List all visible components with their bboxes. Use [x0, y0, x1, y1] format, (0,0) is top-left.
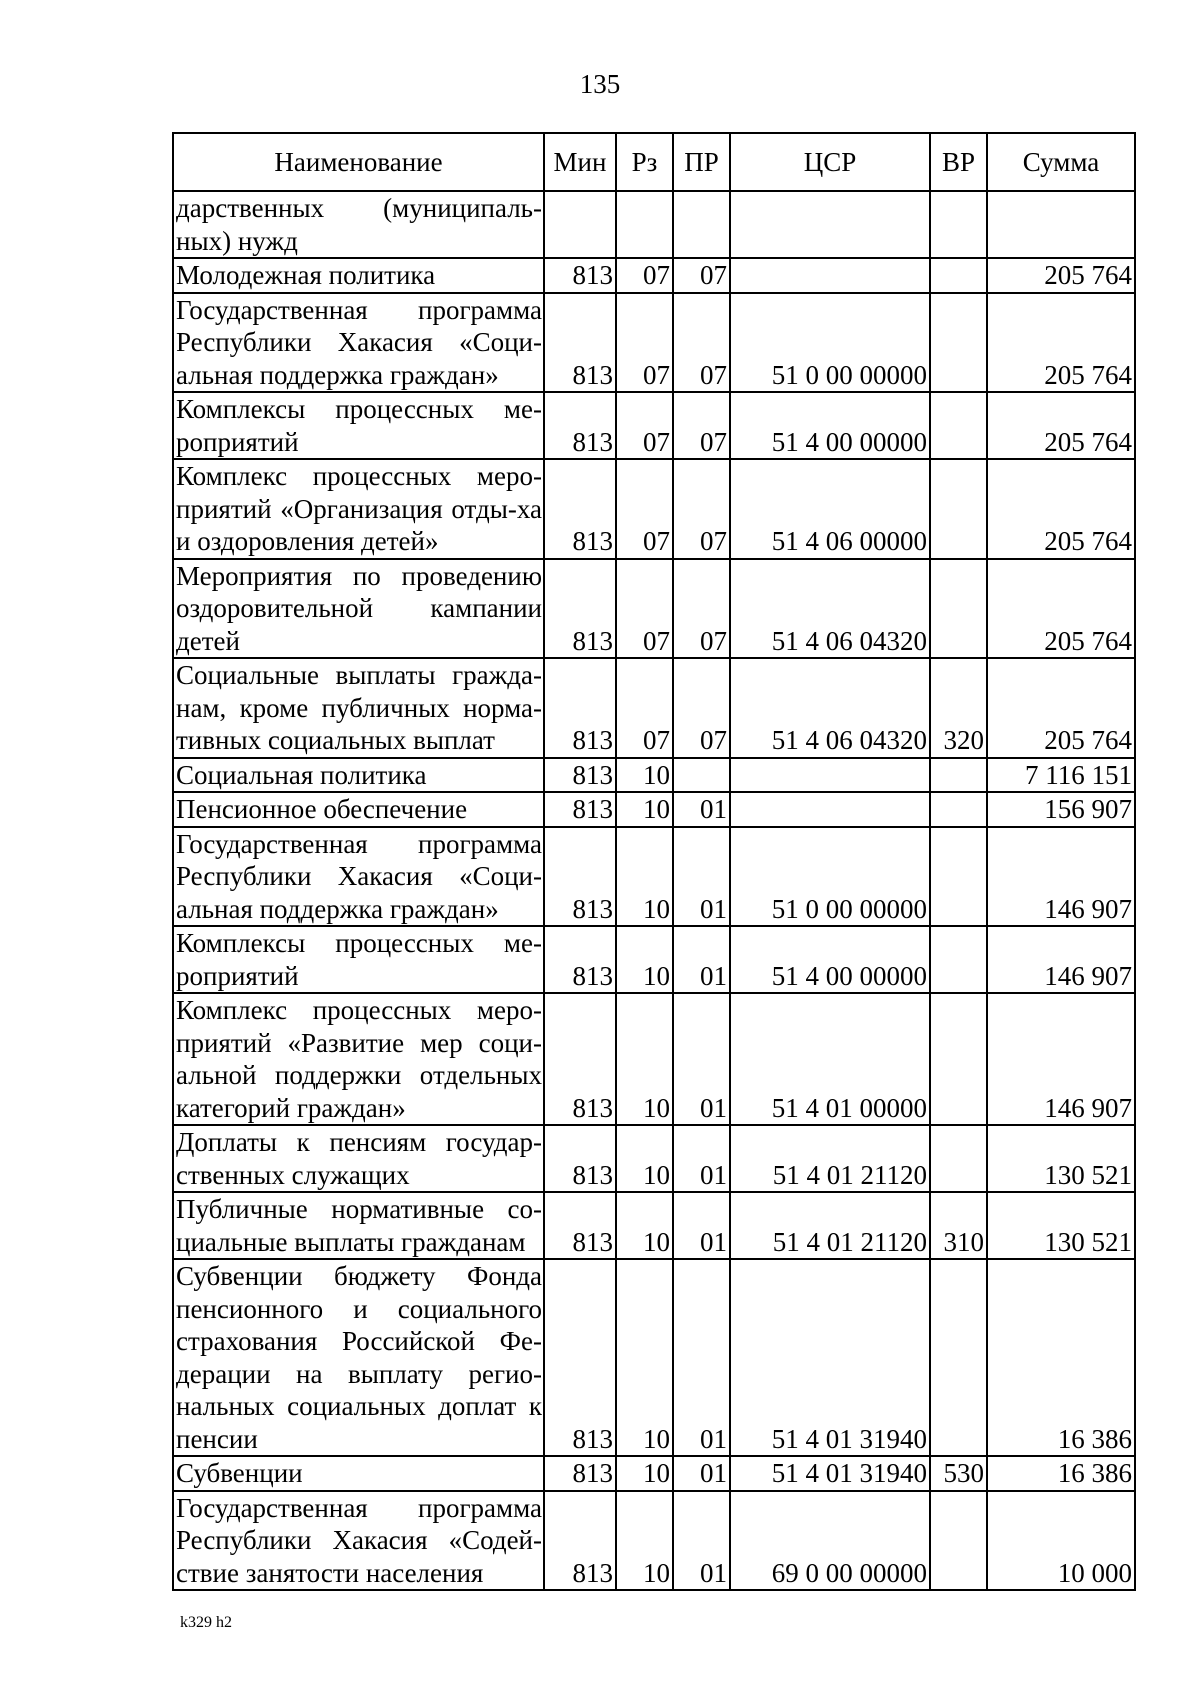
- cell-min: 813: [544, 559, 616, 659]
- cell-name: Социальная политика: [173, 758, 544, 793]
- cell-min: 813: [544, 993, 616, 1125]
- cell-min: 813: [544, 1491, 616, 1591]
- page-number: 135: [579, 69, 621, 99]
- cell-rz: 10: [616, 1456, 673, 1491]
- cell-name: Мероприятия по проведению оздоровительной кампании детей: [173, 559, 544, 659]
- cell-vr: [930, 1491, 987, 1591]
- cell-pr: 07: [673, 258, 730, 293]
- cell-csr: 51 4 00 00000: [730, 392, 930, 459]
- cell-vr: [930, 559, 987, 659]
- cell-rz: 07: [616, 258, 673, 293]
- cell-rz: [616, 191, 673, 258]
- cell-pr: 01: [673, 1192, 730, 1259]
- cell-pr: 01: [673, 993, 730, 1125]
- cell-sum: 7 116 151: [987, 758, 1135, 793]
- cell-min: 813: [544, 926, 616, 993]
- cell-sum: 205 764: [987, 559, 1135, 659]
- cell-pr: 07: [673, 459, 730, 559]
- cell-csr: 51 4 01 00000: [730, 993, 930, 1125]
- header-name: Наименование: [173, 133, 544, 191]
- cell-sum: 130 521: [987, 1125, 1135, 1192]
- cell-pr: 01: [673, 792, 730, 827]
- table-row: [173, 792, 1135, 827]
- cell-min: 813: [544, 459, 616, 559]
- cell-sum: 16 386: [987, 1456, 1135, 1491]
- cell-sum: 10 000: [987, 1491, 1135, 1591]
- cell-pr: 01: [673, 1491, 730, 1591]
- cell-pr: 01: [673, 1259, 730, 1456]
- cell-csr: 51 4 01 31940: [730, 1259, 930, 1456]
- cell-sum: 205 764: [987, 459, 1135, 559]
- cell-pr: [673, 758, 730, 793]
- header-min: Мин: [544, 133, 616, 191]
- cell-csr: 51 4 06 00000: [730, 459, 930, 559]
- cell-min: 813: [544, 1125, 616, 1192]
- header-rz: Рз: [616, 133, 673, 191]
- cell-name: Комплексы процессных ме-роприятий: [173, 392, 544, 459]
- cell-csr: 51 4 06 04320: [730, 559, 930, 659]
- cell-sum: 205 764: [987, 258, 1135, 293]
- cell-name: Комплекс процессных меро-приятий «Организация отды-ха и оздоровления детей»: [173, 459, 544, 559]
- cell-pr: 07: [673, 658, 730, 758]
- cell-sum: 205 764: [987, 658, 1135, 758]
- table-row: [173, 1192, 1135, 1259]
- cell-vr: [930, 827, 987, 927]
- cell-min: 813: [544, 827, 616, 927]
- cell-name: Публичные нормативные со-циальные выплаты гражданам: [173, 1192, 544, 1259]
- cell-pr: 07: [673, 293, 730, 393]
- cell-sum: 16 386: [987, 1259, 1135, 1456]
- cell-vr: [930, 258, 987, 293]
- cell-rz: 10: [616, 1491, 673, 1591]
- cell-pr: 01: [673, 827, 730, 927]
- cell-name: Субвенции: [173, 1456, 544, 1491]
- cell-sum: [987, 191, 1135, 258]
- cell-min: 813: [544, 1259, 616, 1456]
- cell-min: [544, 191, 616, 258]
- cell-csr: 51 0 00 00000: [730, 293, 930, 393]
- cell-rz: 07: [616, 392, 673, 459]
- cell-vr: 310: [930, 1192, 987, 1259]
- table-row: [173, 459, 1135, 559]
- cell-min: 813: [544, 758, 616, 793]
- cell-pr: 07: [673, 559, 730, 659]
- cell-min: 813: [544, 258, 616, 293]
- table-row: [173, 658, 1135, 758]
- cell-rz: 10: [616, 993, 673, 1125]
- footer-code: k329 h2: [180, 1614, 232, 1631]
- table-row: [173, 392, 1135, 459]
- cell-vr: [930, 792, 987, 827]
- table-row: [173, 1259, 1135, 1456]
- table-row: [173, 993, 1135, 1125]
- cell-sum: 205 764: [987, 293, 1135, 393]
- cell-min: 813: [544, 792, 616, 827]
- table-row: [173, 1125, 1135, 1192]
- cell-pr: [673, 191, 730, 258]
- table-row: [173, 758, 1135, 793]
- cell-csr: 51 4 06 04320: [730, 658, 930, 758]
- cell-min: 813: [544, 658, 616, 758]
- cell-vr: [930, 1125, 987, 1192]
- cell-csr: 51 4 01 21120: [730, 1192, 930, 1259]
- table-row: [173, 827, 1135, 927]
- cell-rz: 10: [616, 1125, 673, 1192]
- cell-csr: 51 4 01 21120: [730, 1125, 930, 1192]
- table-row: [173, 293, 1135, 393]
- cell-csr: [730, 258, 930, 293]
- cell-min: 813: [544, 392, 616, 459]
- cell-csr: [730, 191, 930, 258]
- cell-name: Государственная программа Республики Хакасия «Соци-альная поддержка граждан»: [173, 293, 544, 393]
- cell-name: Комплексы процессных ме-роприятий: [173, 926, 544, 993]
- cell-rz: 07: [616, 658, 673, 758]
- cell-pr: 01: [673, 1125, 730, 1192]
- cell-vr: [930, 293, 987, 393]
- cell-name: Молодежная политика: [173, 258, 544, 293]
- header-csr: ЦСР: [730, 133, 930, 191]
- cell-rz: 10: [616, 926, 673, 993]
- cell-sum: 130 521: [987, 1192, 1135, 1259]
- cell-vr: [930, 191, 987, 258]
- cell-csr: 51 0 00 00000: [730, 827, 930, 927]
- cell-vr: [930, 459, 987, 559]
- cell-name: дарственных (муниципаль-ных) нужд: [173, 191, 544, 258]
- cell-rz: 07: [616, 559, 673, 659]
- cell-csr: [730, 792, 930, 827]
- header-vr: ВР: [930, 133, 987, 191]
- table-body: [173, 191, 1135, 1590]
- cell-rz: 10: [616, 827, 673, 927]
- cell-name: Государственная программа Республики Хакасия «Содей-ствие занятости населения: [173, 1491, 544, 1591]
- header-sum: Сумма: [987, 133, 1135, 191]
- cell-name: Пенсионное обеспечение: [173, 792, 544, 827]
- cell-name: Доплаты к пенсиям государ-ственных служащих: [173, 1125, 544, 1192]
- table-row: [173, 559, 1135, 659]
- cell-name: Социальные выплаты гражда-нам, кроме публичных норма-тивных социальных выплат: [173, 658, 544, 758]
- cell-pr: 07: [673, 392, 730, 459]
- cell-vr: [930, 993, 987, 1125]
- budget-table: [172, 132, 1136, 1591]
- cell-vr: [930, 1259, 987, 1456]
- cell-rz: 07: [616, 293, 673, 393]
- cell-vr: 320: [930, 658, 987, 758]
- cell-csr: 51 4 01 31940: [730, 1456, 930, 1491]
- cell-csr: [730, 758, 930, 793]
- table-row: [173, 258, 1135, 293]
- cell-vr: [930, 758, 987, 793]
- cell-sum: 146 907: [987, 827, 1135, 927]
- cell-min: 813: [544, 1192, 616, 1259]
- table-row: [173, 926, 1135, 993]
- cell-rz: 07: [616, 459, 673, 559]
- cell-min: 813: [544, 293, 616, 393]
- cell-rz: 10: [616, 1192, 673, 1259]
- cell-name: Субвенции бюджету Фонда пенсионного и социального страхования Российской Фе-дерации на выплату регио-нальных социальных доплат к пенсии: [173, 1259, 544, 1456]
- table-row: [173, 191, 1135, 258]
- cell-sum: 146 907: [987, 926, 1135, 993]
- cell-vr: [930, 926, 987, 993]
- table-row: [173, 1456, 1135, 1491]
- header-pr: ПР: [673, 133, 730, 191]
- cell-vr: [930, 392, 987, 459]
- cell-rz: 10: [616, 792, 673, 827]
- cell-min: 813: [544, 1456, 616, 1491]
- cell-sum: 146 907: [987, 993, 1135, 1125]
- cell-rz: 10: [616, 758, 673, 793]
- cell-vr: 530: [930, 1456, 987, 1491]
- cell-pr: 01: [673, 926, 730, 993]
- cell-name: Государственная программа Республики Хакасия «Соци-альная поддержка граждан»: [173, 827, 544, 927]
- table-row: [173, 1491, 1135, 1591]
- cell-csr: 51 4 00 00000: [730, 926, 930, 993]
- cell-sum: 205 764: [987, 392, 1135, 459]
- table-header-row: [173, 133, 1135, 191]
- cell-pr: 01: [673, 1456, 730, 1491]
- cell-csr: 69 0 00 00000: [730, 1491, 930, 1591]
- cell-name: Комплекс процессных меро-приятий «Развитие мер соци-альной поддержки отдельных категорий граждан»: [173, 993, 544, 1125]
- cell-sum: 156 907: [987, 792, 1135, 827]
- cell-rz: 10: [616, 1259, 673, 1456]
